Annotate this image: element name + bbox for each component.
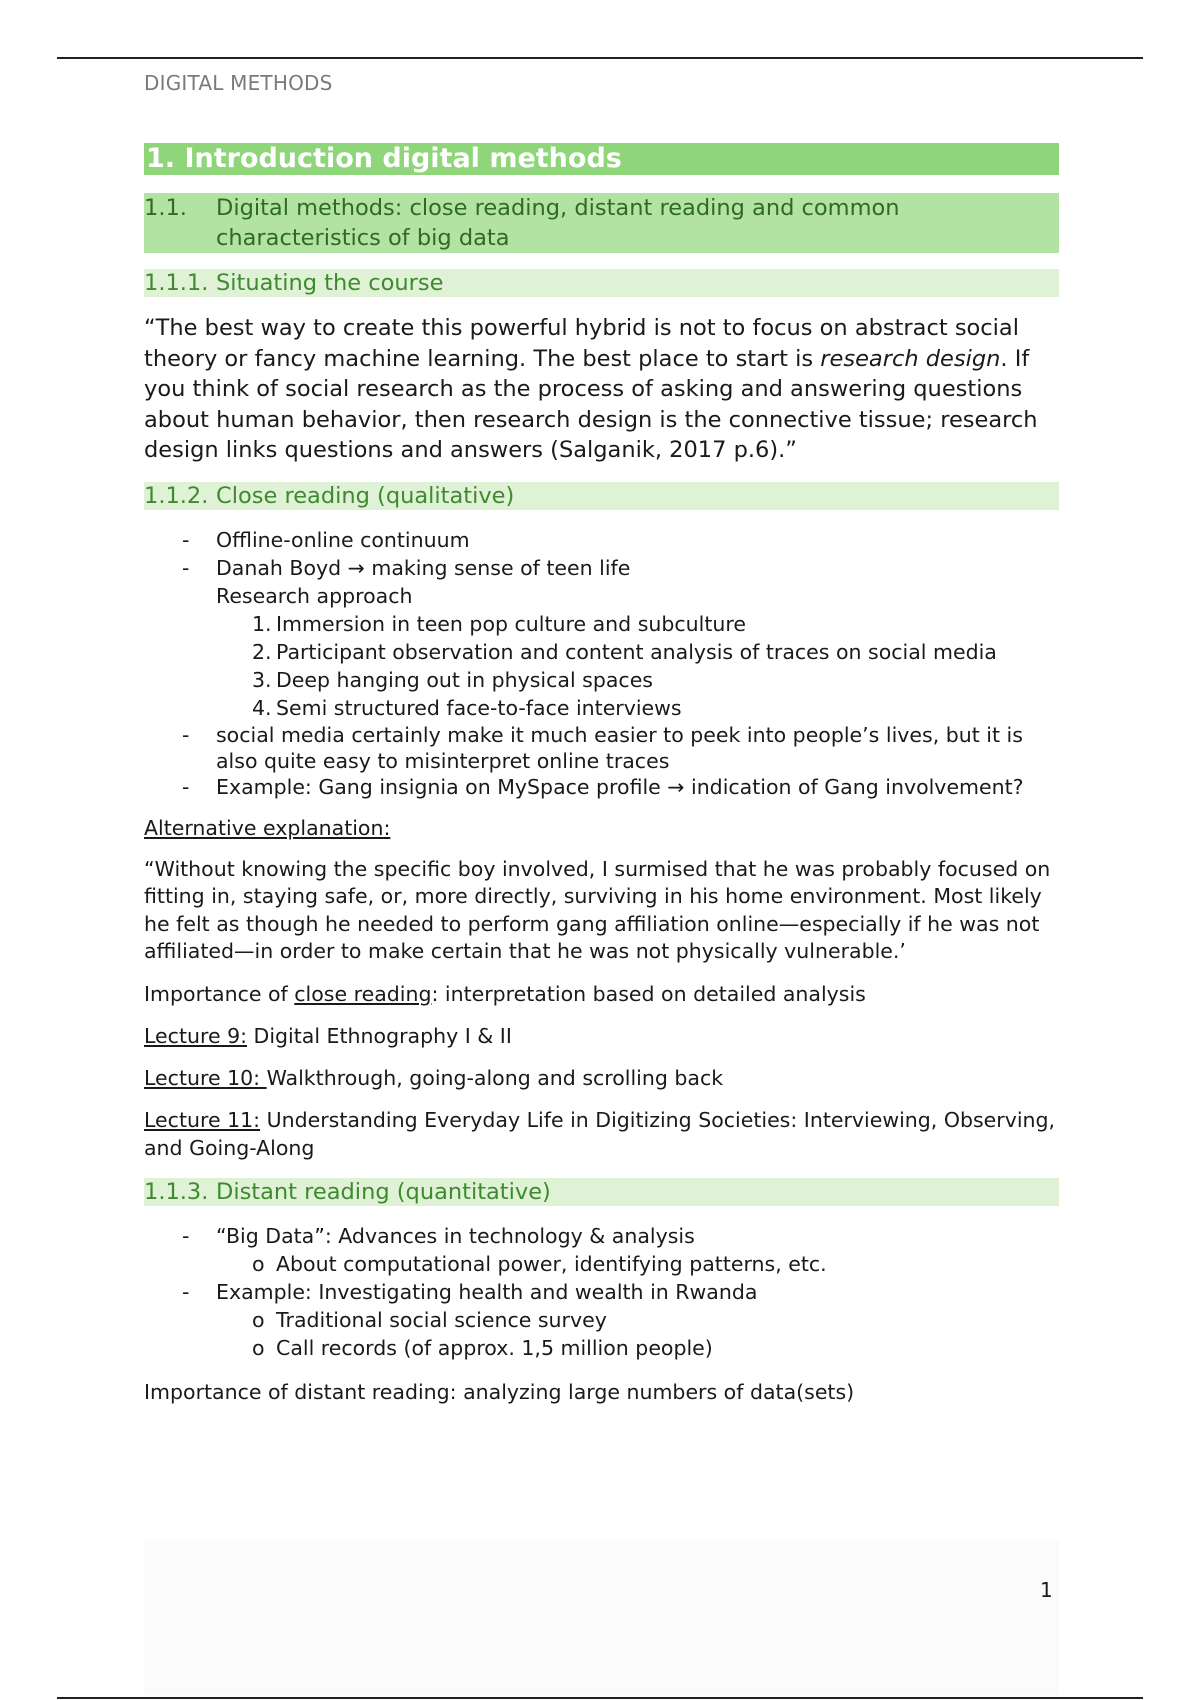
numbered-item bbox=[144, 666, 1059, 694]
text-part: : interpretation based on detailed analysis bbox=[431, 981, 866, 1006]
item-text: Immersion in teen pop culture and subculture bbox=[276, 611, 746, 636]
sub-list-item bbox=[144, 1306, 1059, 1334]
heading-number: 1.1. bbox=[144, 195, 187, 221]
text-part: Importance of bbox=[144, 981, 295, 1006]
list-item: - Example: Investigating health and wealth in Rwanda bbox=[144, 1278, 1059, 1306]
bullet-o: o bbox=[252, 1335, 265, 1360]
header-rule bbox=[57, 57, 1143, 59]
heading-text: Digital methods: close reading, distant reading and common characteristics of big data bbox=[216, 195, 900, 251]
lecture-9 bbox=[144, 1022, 1059, 1050]
sub-list bbox=[144, 1306, 1059, 1362]
item-text: Traditional social science survey bbox=[276, 1307, 607, 1332]
document-body bbox=[144, 143, 1059, 1406]
quote-emphasis: research design bbox=[820, 345, 1001, 372]
numbered-item bbox=[144, 610, 1059, 638]
lecture-label: Lecture 9: bbox=[144, 1023, 248, 1048]
importance-close-reading bbox=[144, 980, 1059, 1008]
sub-list bbox=[144, 1250, 1059, 1278]
item-number: 2. bbox=[252, 639, 272, 664]
close-reading-list bbox=[144, 526, 1059, 800]
heading-text: Close reading (qualitative) bbox=[216, 482, 515, 509]
heading-number: 1.1.2. bbox=[144, 482, 209, 509]
list-item bbox=[144, 554, 1059, 610]
page-number: 1 bbox=[1040, 1578, 1053, 1602]
sub-list-container bbox=[144, 1306, 1059, 1362]
item-text: Semi structured face-to-face interviews bbox=[276, 695, 682, 720]
lecture-label: Lecture 10: bbox=[144, 1065, 267, 1090]
heading-number: 1.1.3. bbox=[144, 1178, 209, 1205]
lecture-10 bbox=[144, 1064, 1059, 1092]
heading-text: Distant reading (quantitative) bbox=[216, 1178, 551, 1205]
lecture-label: Lecture 11: bbox=[144, 1107, 261, 1132]
heading-number: 1.1.1. bbox=[144, 270, 209, 296]
boyd-quote: “Without knowing the specific boy involved, I surmised that he was probably focused on fitting in, staying safe, or, more directly, surviving in his home environment. Most likely he felt as though he needed to perform gang affiliation online—especially if he was not affiliated—in order to make certain that he was not physically vulnerable.’ bbox=[144, 856, 1051, 963]
bullet-o: o bbox=[252, 1251, 265, 1276]
item-text: Participant observation and content analysis of traces on social media bbox=[276, 639, 997, 664]
sub-list-item bbox=[144, 1334, 1059, 1362]
research-approach-list bbox=[144, 610, 1059, 722]
importance-distant-reading: Importance of distant reading: analyzing large numbers of data(sets) bbox=[144, 1379, 855, 1404]
numbered-item bbox=[144, 638, 1059, 666]
alternative-explanation-heading: Alternative explanation: bbox=[144, 815, 391, 840]
item-number: 1. bbox=[252, 611, 272, 636]
list-item: - social media certainly make it much easier to peek into people’s lives, but it is also quite easy to misinterpret online traces bbox=[144, 722, 1059, 774]
quote-part: “The best way to create this powerful hybrid is not to focus on abstract social theory or fancy machine learning. The best place to start is bbox=[144, 315, 1019, 372]
item-text: About computational power, identifying patterns, etc. bbox=[276, 1251, 827, 1276]
heading-1-1-2 bbox=[144, 482, 1059, 510]
heading-1: 1. Introduction digital methods bbox=[144, 143, 1059, 175]
heading-text: Situating the course bbox=[216, 270, 444, 296]
item-number: 4. bbox=[252, 695, 272, 720]
distant-reading-list bbox=[144, 1222, 1059, 1362]
footer-rule bbox=[57, 1697, 1143, 1699]
list-item: - Offline-online continuum bbox=[144, 526, 1059, 554]
list-item: - “Big Data”: Advances in technology & analysis bbox=[144, 1222, 1059, 1250]
bullet-o: o bbox=[252, 1307, 265, 1332]
close-reading-term: close reading bbox=[294, 981, 432, 1006]
numbered-item bbox=[144, 694, 1059, 722]
lecture-11 bbox=[144, 1106, 1059, 1162]
item-number: 3. bbox=[252, 667, 272, 692]
heading-1-1 bbox=[144, 193, 1059, 253]
research-approach-label: Research approach bbox=[216, 583, 413, 608]
list-item-text: - Danah Boyd → making sense of teen life bbox=[216, 555, 631, 580]
heading-1-1-1 bbox=[144, 269, 1059, 297]
item-text: Deep hanging out in physical spaces bbox=[276, 667, 653, 692]
item-text: Call records (of approx. 1,5 million people) bbox=[276, 1335, 713, 1360]
lecture-title: Walkthrough, going-along and scrolling back bbox=[266, 1065, 724, 1090]
quote-part: . If you think of social research as the process of asking and answering questions about human behavior, then research design is the connective tissue; research design links questions and answers (Salganik, 2017 p.6).” bbox=[144, 345, 1038, 463]
lecture-title: Digital Ethnography I & II bbox=[247, 1023, 512, 1048]
page-bottom-area bbox=[144, 1540, 1059, 1695]
sub-list-item bbox=[144, 1250, 1059, 1278]
running-header: DIGITAL METHODS bbox=[144, 71, 333, 95]
lecture-title: Understanding Everyday Life in Digitizing Societies: Interviewing, Observing, and Going-Along bbox=[144, 1107, 1056, 1160]
salganik-quote bbox=[144, 313, 1059, 466]
heading-1-1-3 bbox=[144, 1178, 1059, 1206]
approach-list-container bbox=[144, 610, 1059, 722]
sub-list-container bbox=[144, 1250, 1059, 1278]
list-item: - Example: Gang insignia on MySpace profile → indication of Gang involvement? bbox=[144, 774, 1059, 800]
